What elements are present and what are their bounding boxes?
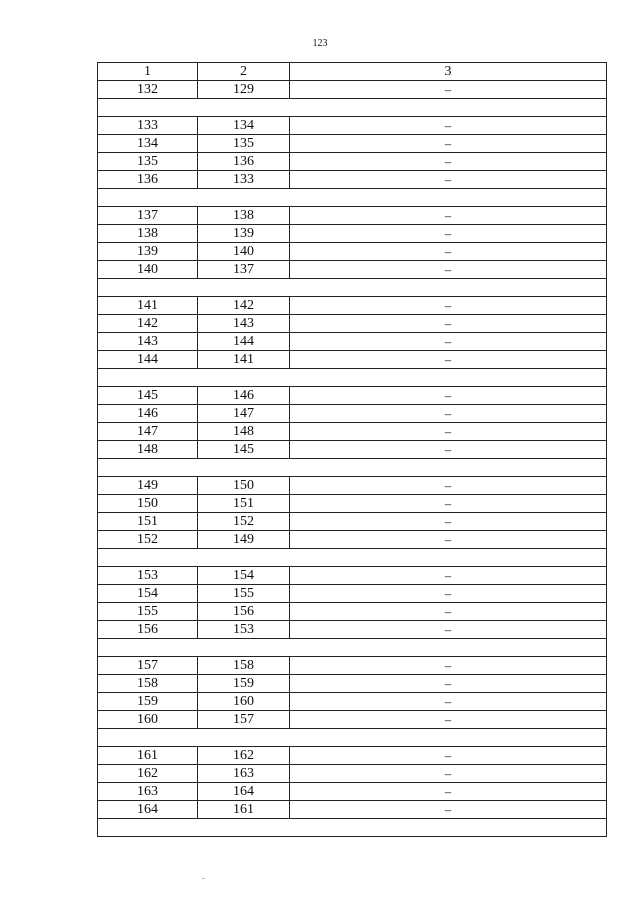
cell-col-2: 129 [198,81,290,99]
group-separator-row [98,189,607,207]
data-table [97,62,607,837]
table-row [98,801,607,819]
cell-col-2: 162 [198,747,290,765]
cell-col-2: 136 [198,153,290,171]
cell-col-3: – [290,81,607,99]
cell-col-2: 160 [198,693,290,711]
cell-col-3: – [290,135,607,153]
cell-col-3: – [290,351,607,369]
cell-col-2: 137 [198,261,290,279]
cell-col-3: – [290,495,607,513]
group-separator-row [98,369,607,387]
cell-col-2: 139 [198,225,290,243]
cell-col-2: 161 [198,801,290,819]
table-row [98,117,607,135]
cell-col-3: – [290,387,607,405]
cell-col-2: 146 [198,387,290,405]
cell-col-3: – [290,207,607,225]
table-row [98,531,607,549]
cell-col-3: – [290,225,607,243]
separator-cell [98,99,607,117]
cell-col-2: 143 [198,315,290,333]
cell-col-3: – [290,675,607,693]
cell-col-1: 139 [98,243,198,261]
table-row [98,135,607,153]
cell-col-2: 140 [198,243,290,261]
table-row [98,711,607,729]
table-row [98,747,607,765]
cell-col-1: 144 [98,351,198,369]
table-row [98,297,607,315]
column-header-1: 1 [98,63,198,81]
table-row [98,423,607,441]
cell-col-1: 147 [98,423,198,441]
cell-col-1: 153 [98,567,198,585]
table-row [98,153,607,171]
cell-col-3: – [290,441,607,459]
group-separator-row [98,819,607,837]
cell-col-3: – [290,765,607,783]
cell-col-3: – [290,405,607,423]
cell-col-3: – [290,477,607,495]
cell-col-3: – [290,117,607,135]
group-separator-row [98,639,607,657]
cell-col-1: 141 [98,297,198,315]
cell-col-1: 159 [98,693,198,711]
table-row [98,693,607,711]
cell-col-1: 145 [98,387,198,405]
cell-col-1: 149 [98,477,198,495]
cell-col-2: 150 [198,477,290,495]
cell-col-3: – [290,711,607,729]
cell-col-3: – [290,693,607,711]
cell-col-3: – [290,747,607,765]
cell-col-1: 150 [98,495,198,513]
cell-col-1: 156 [98,621,198,639]
cell-col-2: 141 [198,351,290,369]
cell-col-3: – [290,333,607,351]
cell-col-2: 158 [198,657,290,675]
cell-col-1: 160 [98,711,198,729]
table-row [98,171,607,189]
table-row [98,405,607,423]
cell-col-3: – [290,243,607,261]
cell-col-1: 148 [98,441,198,459]
table-row [98,387,607,405]
table-row [98,783,607,801]
separator-cell [98,459,607,477]
table-row [98,243,607,261]
table-row [98,333,607,351]
cell-col-1: 146 [98,405,198,423]
table-body [98,81,607,837]
page-number: 123 [312,38,328,49]
cell-col-1: 158 [98,675,198,693]
separator-cell [98,189,607,207]
cell-col-1: 134 [98,135,198,153]
table-row [98,351,607,369]
cell-col-3: – [290,531,607,549]
stray-mark [202,878,205,879]
cell-col-2: 152 [198,513,290,531]
group-separator-row [98,279,607,297]
table-header-row [98,63,607,81]
cell-col-1: 132 [98,81,198,99]
cell-col-3: – [290,423,607,441]
table-row [98,495,607,513]
group-separator-row [98,99,607,117]
cell-col-3: – [290,171,607,189]
cell-col-3: – [290,621,607,639]
cell-col-1: 162 [98,765,198,783]
cell-col-2: 155 [198,585,290,603]
table-row [98,477,607,495]
cell-col-2: 134 [198,117,290,135]
cell-col-1: 154 [98,585,198,603]
cell-col-3: – [290,585,607,603]
cell-col-3: – [290,315,607,333]
group-separator-row [98,459,607,477]
table-row [98,567,607,585]
cell-col-1: 161 [98,747,198,765]
cell-col-1: 133 [98,117,198,135]
cell-col-2: 145 [198,441,290,459]
cell-col-2: 159 [198,675,290,693]
table-row [98,441,607,459]
cell-col-3: – [290,513,607,531]
cell-col-1: 143 [98,333,198,351]
cell-col-2: 144 [198,333,290,351]
cell-col-2: 138 [198,207,290,225]
table-row [98,765,607,783]
cell-col-3: – [290,801,607,819]
cell-col-2: 154 [198,567,290,585]
cell-col-1: 137 [98,207,198,225]
cell-col-1: 155 [98,603,198,621]
cell-col-3: – [290,567,607,585]
table-row [98,315,607,333]
cell-col-1: 142 [98,315,198,333]
cell-col-2: 149 [198,531,290,549]
cell-col-2: 151 [198,495,290,513]
group-separator-row [98,729,607,747]
group-separator-row [98,549,607,567]
cell-col-1: 151 [98,513,198,531]
separator-cell [98,819,607,837]
cell-col-3: – [290,297,607,315]
cell-col-2: 148 [198,423,290,441]
cell-col-3: – [290,603,607,621]
cell-col-2: 156 [198,603,290,621]
cell-col-2: 147 [198,405,290,423]
table-row [98,513,607,531]
cell-col-2: 142 [198,297,290,315]
cell-col-2: 135 [198,135,290,153]
cell-col-2: 163 [198,765,290,783]
cell-col-2: 157 [198,711,290,729]
cell-col-2: 133 [198,171,290,189]
column-header-3: 3 [290,63,607,81]
table-row [98,225,607,243]
table-row [98,585,607,603]
table-row [98,207,607,225]
separator-cell [98,369,607,387]
cell-col-3: – [290,783,607,801]
separator-cell [98,549,607,567]
cell-col-2: 164 [198,783,290,801]
cell-col-1: 164 [98,801,198,819]
table-row [98,81,607,99]
cell-col-1: 136 [98,171,198,189]
separator-cell [98,279,607,297]
table-row [98,603,607,621]
table-row [98,621,607,639]
cell-col-2: 153 [198,621,290,639]
cell-col-3: – [290,153,607,171]
table-row [98,261,607,279]
separator-cell [98,729,607,747]
column-header-2: 2 [198,63,290,81]
cell-col-1: 163 [98,783,198,801]
cell-col-1: 157 [98,657,198,675]
table-row [98,675,607,693]
cell-col-1: 152 [98,531,198,549]
cell-col-1: 135 [98,153,198,171]
cell-col-3: – [290,261,607,279]
separator-cell [98,639,607,657]
cell-col-1: 138 [98,225,198,243]
table-row [98,657,607,675]
cell-col-1: 140 [98,261,198,279]
cell-col-3: – [290,657,607,675]
